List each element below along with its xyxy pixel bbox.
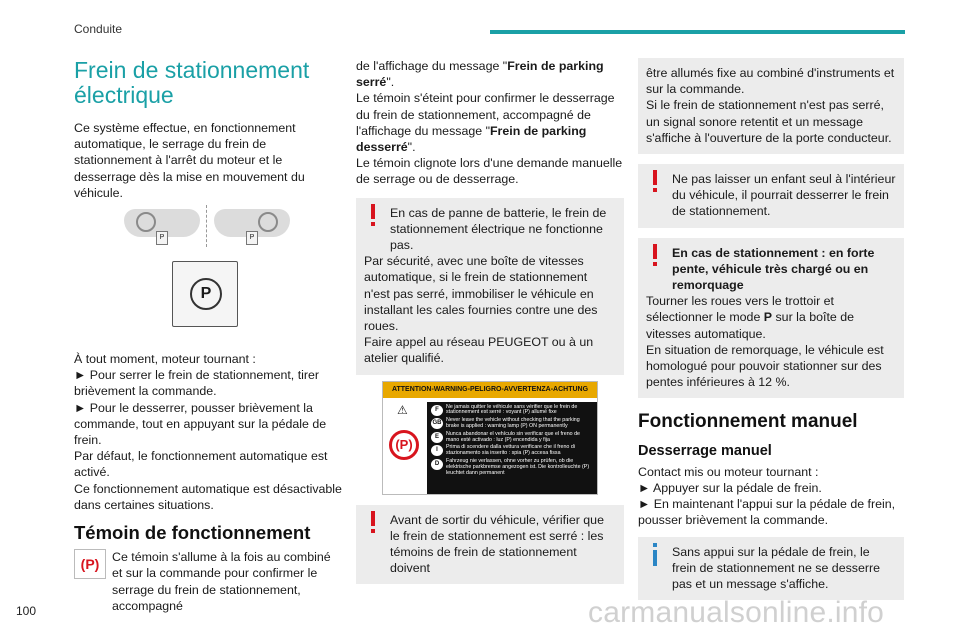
page-number: 100: [16, 604, 37, 618]
paragraph: de l'affichage du message "Frein de parking serré".: [356, 59, 604, 90]
heading-manuel: Fonctionnement manuel: [638, 411, 858, 433]
steering-wheel-left-icon: P: [124, 209, 200, 237]
column-2: [356, 58, 624, 584]
parking-brake-illustration: [74, 201, 342, 351]
heading-desserrage: Desserrage manuel: [638, 442, 772, 459]
watermark: carmanualsonline.info: [588, 596, 885, 629]
header-accent-bar: [490, 30, 905, 34]
warning-box-continued: être allumés fixe au combiné d'instruments et sur la commande. Si le frein de stationnement n'est pas serré, un signal sonore retentit et un message s'affiche à l'ouverture de la porte conducteur.: [638, 58, 904, 154]
instr-line: Par défaut, le fonctionnement automatique est activé.: [74, 449, 328, 480]
warning-exclamation-icon: [650, 170, 660, 194]
info-icon: [650, 543, 660, 567]
warning-box-child: Ne pas laisser un enfant seul à l'intérieur du véhicule, il pourrait desserrer le frein de stationnement.: [638, 164, 904, 228]
intro-paragraph: Ce système effectue, en fonctionnement automatique, le serrage du frein de stationnement à l'arrêt du moteur et le desserrage dès la mise en mouvement du véhicule.: [74, 121, 305, 200]
divider: [206, 205, 207, 247]
warning-triangle-icon: ⚠: [397, 402, 408, 417]
section-header: Conduite: [74, 22, 123, 36]
instr-line: Ce fonctionnement automatique est désactivable dans certaines situations.: [74, 481, 342, 512]
instr-line: ► Pour serrer le frein de stationnement, tirer brièvement la commande.: [74, 368, 320, 399]
section-title: Frein de stationnement électrique: [74, 57, 310, 108]
temoin-text: Ce témoin s'allume à la fois au combiné et sur la commande pour confirmer le serrage du frein de stationnement, accompagné: [112, 550, 331, 613]
parking-brake-button-icon: P: [172, 261, 238, 327]
parking-brake-warning-icon: (P): [74, 549, 106, 579]
temoin-block: [74, 549, 342, 614]
label-rows: F Ne jamais quitter le véhicule sans vérifier que le frein de stationnement est serré : voyant (P) allumé fixe GB Never leave the vehicle without checking that the parking brake is applied : warning lamp (P) ON permanently E Nunca abandonar el vehículo sin verificar que el freno de mano esté activado : luz (P) encendida y fija I Prima di scendere dalla vettura verificare che il freno di stazionamento sia inserito : spia (P) accesa fissa D Fahrzeug nie verlassen, ohne vorher zu prüfen, ob die elektrische parkbremse angezogen ist. Die kontrolleuchte (P) leuchtet dann permanent: [427, 402, 597, 494]
warning-box-slope: En cas de stationnement : en forte pente, véhicule très chargé ou en remorquage Tourner les roues vers le trottoir et sélectionner le mode P sur la boîte de vitesses automatique. En situation de remorquage, le véhicule est homologué pour pouvoir stationner sur des pentes inférieures à 12 %.: [638, 238, 904, 399]
instr-line: À tout moment, moteur tournant :: [74, 352, 256, 367]
warning-box-battery: En cas de panne de batterie, le frein de stationnement électrique ne fonctionne pas. Par sécurité, avec une boîte de vitesses automatique, si le frein de stationnement n'est pas serré, immobiliser le véhicule en installant les cales fournies contre une des roues. Faire appel au réseau PEUGEOT ou à un atelier qualifié.: [356, 198, 624, 375]
paragraph: Le témoin clignote lors d'une demande manuelle de serrage ou de desserrage.: [356, 156, 623, 187]
warning-label-image: ATTENTION-WARNING-PELIGRO-AVVERTENZA-ACHTUNG ⚠ (P) F Ne jamais quitter le véhicule sans vérifier que le frein de stationnement est serré : voyant (P) allumé fixe GB Never leave the vehicle without checking that the parking brake is applied : warning lamp (P) ON permanently E Nunca abandonar el vehículo sin verificar que el freno de mano esté activado : luz (P) encendida y fija I Prima di scendere dalla vettura verificare che il freno di stazionamento sia inserito : spia (P) accesa fissa D Fahrzeug nie verlassen, ohne vorher zu prüfen, ob die elektrische parkbremse angezogen ist. Die kontrolleuchte (P) leuchtet dann permanent: [382, 381, 598, 495]
warning-exclamation-icon: [650, 244, 660, 268]
parking-brake-icon: (P): [389, 430, 419, 460]
instr-line: ► Pour le desserrer, pousser brièvement la commande, tout en appuyant sur la pédale de frein.: [74, 400, 327, 448]
info-box: Sans appui sur la pédale de frein, le frein de stationnement ne se desserre pas et un message s'affiche.: [638, 537, 904, 601]
column-3: être allumés fixe au combiné d'instruments et sur la commande. Si le frein de stationnement n'est pas serré, un signal sonore retentit et un message s'affiche à l'ouverture de la porte conducteur. Ne pas laisser un enfant seul à l'intérieur du véhicule, il pourrait desserrer le frein de stationnement. En cas de stationnement : en forte pente, véhicule très chargé ou en remorquage Tourner les roues vers le trottoir et sélectionner le mode P sur la boîte de vitesses automatique. En situation de remorquage, le véhicule est homologué pour pouvoir stationner sur des pentes inférieures à 12 %. Fonctionnement manuel Desserrage manuel Contact mis ou moteur tournant : ► Appuyer sur la pédale de frein. ► En maintenant l'appui sur la pédale de frein, pousser brièvement la commande. Sans appui sur la pédale de frein, le frein de stationnement ne se desserre pas et un message s'affiche.: [638, 58, 904, 600]
warning-box-exit: Avant de sortir du véhicule, vérifier que le frein de stationnement est serré : les témoins de frein de stationnement doivent: [356, 505, 624, 585]
column-1: [74, 58, 342, 614]
warning-exclamation-icon: [368, 204, 378, 228]
heading-temoin: Témoin de fonctionnement: [74, 522, 311, 544]
warning-exclamation-icon: [368, 511, 378, 535]
steering-wheel-right-icon: P: [214, 209, 290, 237]
paragraph: Le témoin s'éteint pour confirmer le desserrage du frein de stationnement, accompagné de l'affichage du message "Frein de parking desserré".: [356, 91, 615, 155]
